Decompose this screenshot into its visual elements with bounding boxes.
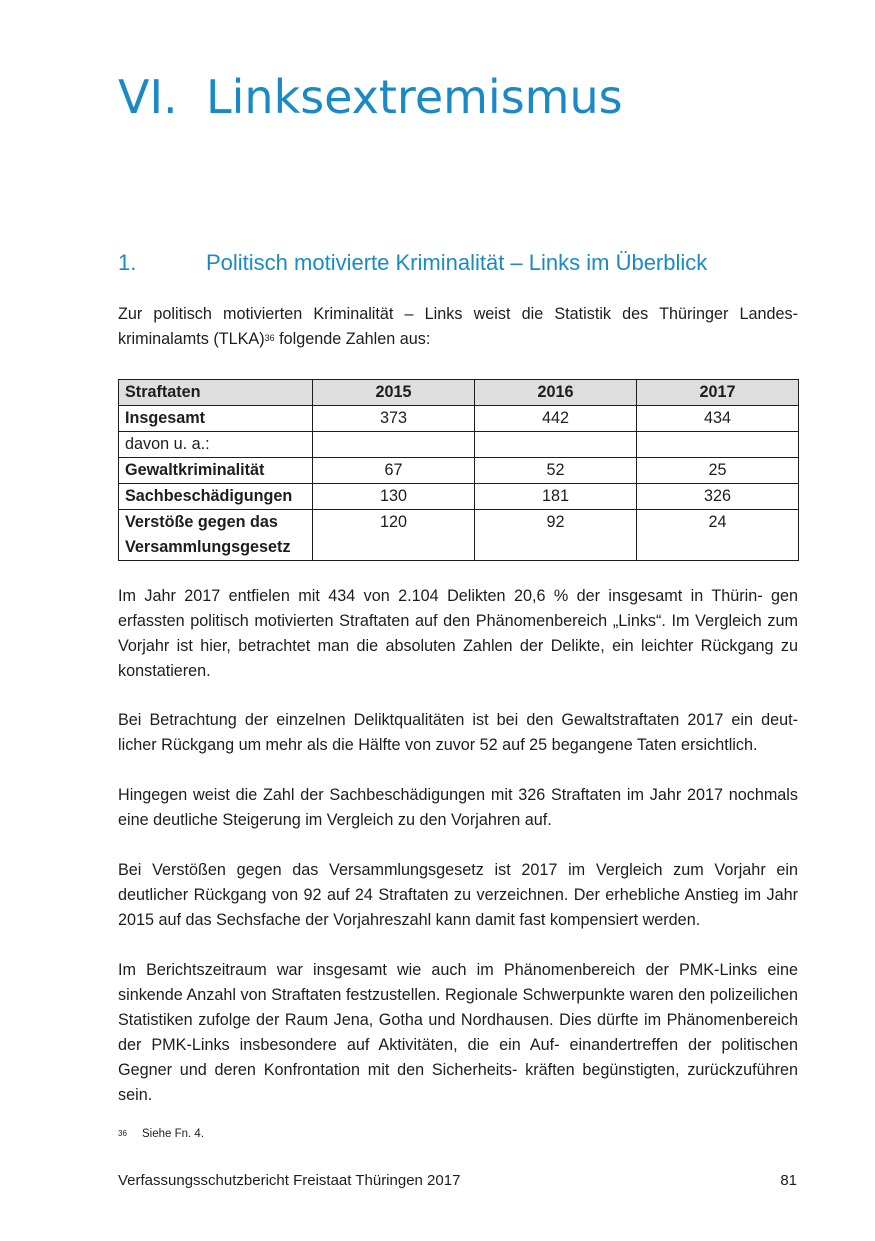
table-cell: 434	[637, 406, 799, 432]
row-label: davon u. a.:	[119, 432, 313, 458]
table-cell: 442	[475, 406, 637, 432]
table-cell	[637, 432, 799, 458]
table-row	[119, 484, 799, 510]
table-cell: 181	[475, 484, 637, 510]
body-paragraph: Bei Verstößen gegen das Versammlungsgesetz ist 2017 im Vergleich zum Vorjahr ein deutlicher Rückgang von 92 auf 24 Straftaten zu verzeichnen. Der erhebliche Anstieg im Jahr 2015 auf das Sechsfache der Vorjahreszahl kann damit fast kompensiert werden.	[118, 861, 798, 929]
chapter-heading	[118, 68, 623, 126]
table-cell: 67	[313, 458, 475, 484]
intro-text-end: folgende Zahlen aus:	[274, 330, 431, 348]
intro-paragraph	[118, 302, 798, 352]
table-cell	[475, 432, 637, 458]
chapter-title: Linksextremismus	[206, 70, 623, 124]
table-cell	[313, 432, 475, 458]
footer-publication-title: Verfassungsschutzbericht Freistaat Thüringen 2017	[118, 1172, 461, 1189]
table-cell: 373	[313, 406, 475, 432]
section-heading	[118, 249, 707, 277]
table-cell: 92	[475, 510, 637, 561]
row-label: Sachbeschädigungen	[119, 484, 313, 510]
table-cell: 120	[313, 510, 475, 561]
table-row	[119, 406, 799, 432]
section-number: 1.	[118, 250, 137, 275]
row-label: Verstöße gegen das Versammlungsgesetz	[119, 510, 313, 561]
section-title: Politisch motivierte Kriminalität – Links im Überblick	[206, 250, 708, 275]
table-cell: 52	[475, 458, 637, 484]
table-cell: 326	[637, 484, 799, 510]
table-header-cell: 2015	[313, 380, 475, 406]
footnote-reference: 36	[264, 333, 275, 343]
table-cell: 24	[637, 510, 799, 561]
table-header-cell: Straftaten	[119, 380, 313, 406]
statistics-table	[118, 379, 799, 561]
body-paragraph: Hingegen weist die Zahl der Sachbeschädigungen mit 326 Straftaten im Jahr 2017 nochmals eine deutliche Steigerung im Vergleich zu den Vorjahren auf.	[118, 786, 798, 829]
row-label: Insgesamt	[119, 406, 313, 432]
table-row	[119, 432, 799, 458]
chapter-number: VI.	[118, 70, 178, 124]
table-header-cell: 2017	[637, 380, 799, 406]
body-paragraph: Im Berichtszeitraum war insgesamt wie auch im Phänomenbereich der PMK-Links eine sinkende Anzahl von Straftaten festzustellen. Regionale Schwerpunkte waren den polizeilichen Statistiken zufolge der Raum Jena, Gotha und Nordhausen. Dies dürfte im Phänomenbereich der PMK-Links insbesondere auf Aktivitäten, die ein Auf- einandertreffen der politischen Gegner und deren Konfrontation mit den Sicherheits- kräften begünstigten, zurückzuführen sein.	[118, 961, 798, 1104]
footnote-number: 36	[118, 1129, 127, 1138]
footnote	[118, 1126, 204, 1142]
intro-text: Zur politisch motivierten Kriminalität – Links weist die Statistik des Thüringer Landes- kriminalamts (TLKA)	[118, 305, 798, 348]
table-row	[119, 458, 799, 484]
table-cell: 130	[313, 484, 475, 510]
footnote-text: Siehe Fn. 4.	[142, 1128, 205, 1140]
page-number: 81	[780, 1172, 797, 1189]
body-paragraph: Bei Betrachtung der einzelnen Deliktqualitäten ist bei den Gewaltstraftaten 2017 ein deut- licher Rückgang um mehr als die Hälfte von zuvor 52 auf 25 begangene Taten ersichtlich.	[118, 711, 798, 754]
row-label: Gewaltkriminalität	[119, 458, 313, 484]
table-header-row	[119, 380, 799, 406]
table-cell: 25	[637, 458, 799, 484]
table-row	[119, 510, 799, 561]
body-paragraph: Im Jahr 2017 entfielen mit 434 von 2.104 Delikten 20,6 % der insgesamt in Thürin- gen erfassten politisch motivierten Straftaten auf den Phänomenbereich „Links“. Im Vergleich zum Vorjahr ist hier, betrachtet man die absoluten Zahlen der Delikte, ein leichter Rückgang zu konstatieren.	[118, 587, 798, 680]
table-header-cell: 2016	[475, 380, 637, 406]
